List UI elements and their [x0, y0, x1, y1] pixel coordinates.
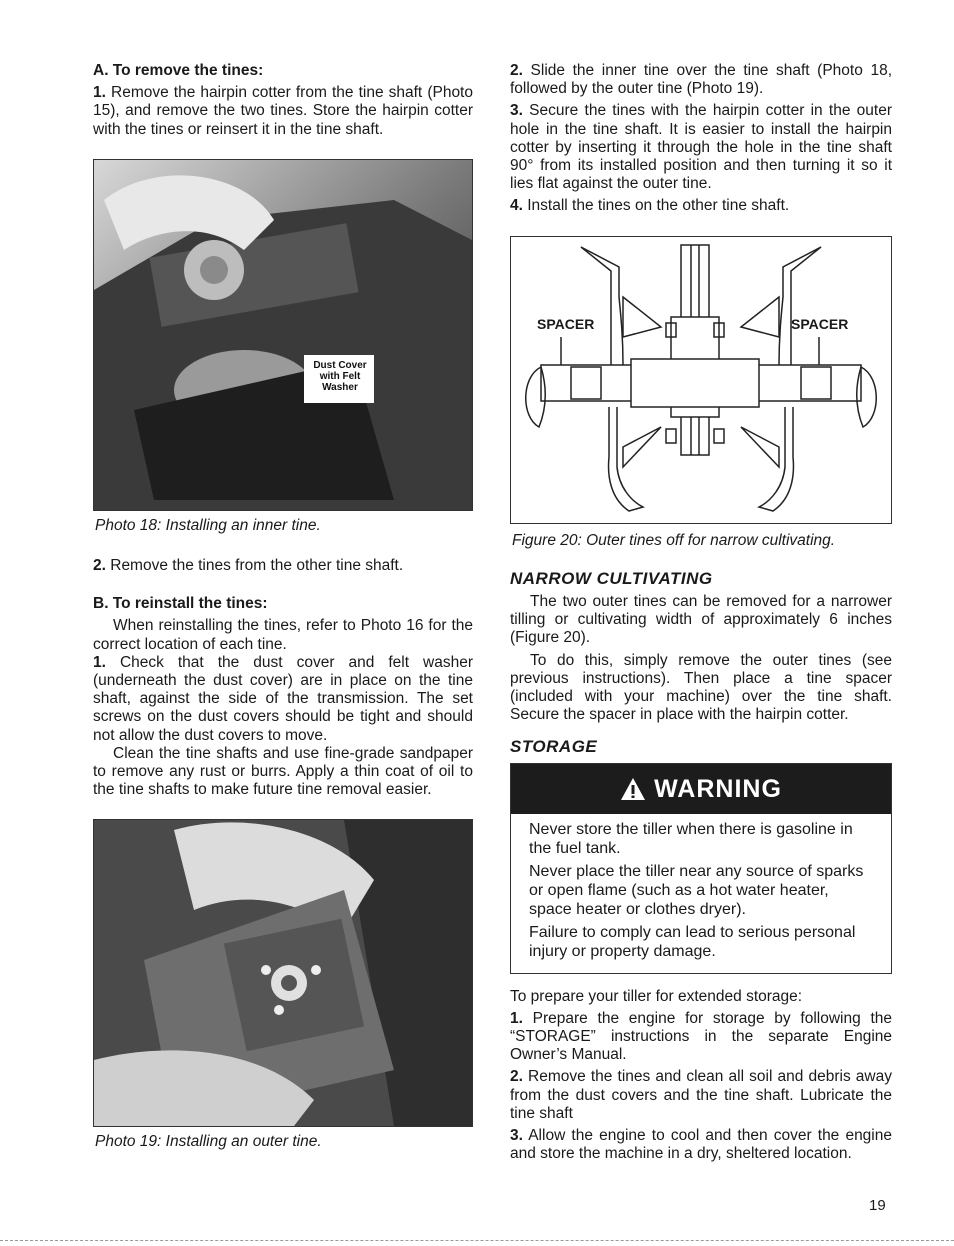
photo-19-caption: Photo 19: Installing an outer tine. — [95, 1133, 322, 1151]
photo-18-caption: Photo 18: Installing an inner tine. — [95, 516, 321, 534]
reinstall-intro: When reinstalling the tines, refer to Photo 16 for the correct location of each tine. — [93, 617, 473, 653]
spacer-label-right: SPACER — [791, 315, 849, 332]
step-b2: 2. Slide the inner tine over the tine shaft (Photo 18, followed by the outer tine (Photo 19). — [510, 62, 892, 98]
warning-p1: Never store the tiller when there is gasoline in the fuel tank. — [529, 820, 853, 857]
left-column — [93, 62, 473, 1152]
right-column — [510, 62, 892, 1163]
dust-cover-label: Dust Cover with Felt Washer — [313, 359, 367, 393]
photo-18 — [93, 159, 473, 511]
warning-header — [511, 764, 891, 814]
step-b3: 3. Secure the tines with the hairpin cotter in the outer hole in the tine shaft. It is easier to install the hairpin cotter by inserting it through the hole in the tine shaft 90° from its installed position and then turning it so it lies flat against the outer tine. — [510, 102, 892, 193]
bottom-rule — [0, 1240, 954, 1241]
warning-p2: Never place the tiller near any source of sparks or open flame (such as a hot water heater, space heater or clothes dryer). — [529, 862, 864, 918]
narrow-cultivating-heading: NARROW CULTIVATING — [510, 568, 713, 588]
step-a1: 1. Remove the hairpin cotter from the tine shaft (Photo 15), and remove the two tines. Store the hairpin cotter with the tines or reinsert it in the tine shaft. — [93, 84, 473, 138]
warning-triangle-icon — [620, 777, 646, 801]
photo-19-image — [94, 820, 472, 1126]
narrow-cultivating-p1: The two outer tines can be removed for a narrower tilling or cultivating width of approximately 6 inches (Figure 20). — [510, 593, 892, 647]
warning-box — [510, 763, 892, 974]
photo-19 — [93, 819, 473, 1127]
storage-intro: To prepare your tiller for extended storage: — [510, 987, 803, 1005]
photo-18-image — [94, 160, 472, 510]
page-number: 19 — [869, 1197, 886, 1214]
figure-20-diagram — [511, 237, 891, 523]
clean-shafts-text: Clean the tine shafts and use fine-grade sandpaper to remove any rust or burrs. Apply a thin coat of oil to the tine shafts to make future tine removal easier. — [93, 744, 473, 799]
warning-title: WARNING — [654, 774, 782, 803]
heading-reinstall-tines: B. To reinstall the tines: — [93, 595, 268, 613]
storage-step-1: 1. Prepare the engine for storage by following the “STORAGE” instructions in the separate Engine Owner’s Manual. — [510, 1009, 892, 1064]
spacer-label-left: SPACER — [537, 315, 595, 332]
heading-remove-tines: A. To remove the tines: — [93, 62, 264, 79]
figure-20-caption: Figure 20: Outer tines off for narrow cultivating. — [512, 531, 836, 549]
warning-p3: Failure to comply can lead to serious personal injury or property damage. — [529, 923, 856, 960]
step-b1: 1. Check that the dust cover and felt washer (underneath the dust cover) are in place on the tine shaft, against the side of the transmission. The set screws on the dust covers should be tight and should not allow the dust covers to move. — [93, 653, 473, 744]
storage-heading: STORAGE — [510, 737, 598, 757]
warning-body — [511, 814, 891, 973]
storage-step-2: 2. Remove the tines and clean all soil and debris away from the dust covers and the tine shaft. Lubricate the tine shaft — [510, 1068, 892, 1122]
figure-20 — [510, 236, 892, 524]
narrow-cultivating-p2: To do this, simply remove the outer tines (see previous instructions). Then place a tine spacer (included with your machine) over the tine shaft. Secure the spacer in place with the hairpin cotter. — [510, 651, 892, 724]
step-b4: 4. Install the tines on the other tine shaft. — [510, 197, 790, 215]
storage-step-3: 3. Allow the engine to cool and then cover the engine and store the machine in a dry, sheltered location. — [510, 1127, 892, 1163]
step-a2: 2. Remove the tines from the other tine shaft. — [93, 557, 404, 575]
